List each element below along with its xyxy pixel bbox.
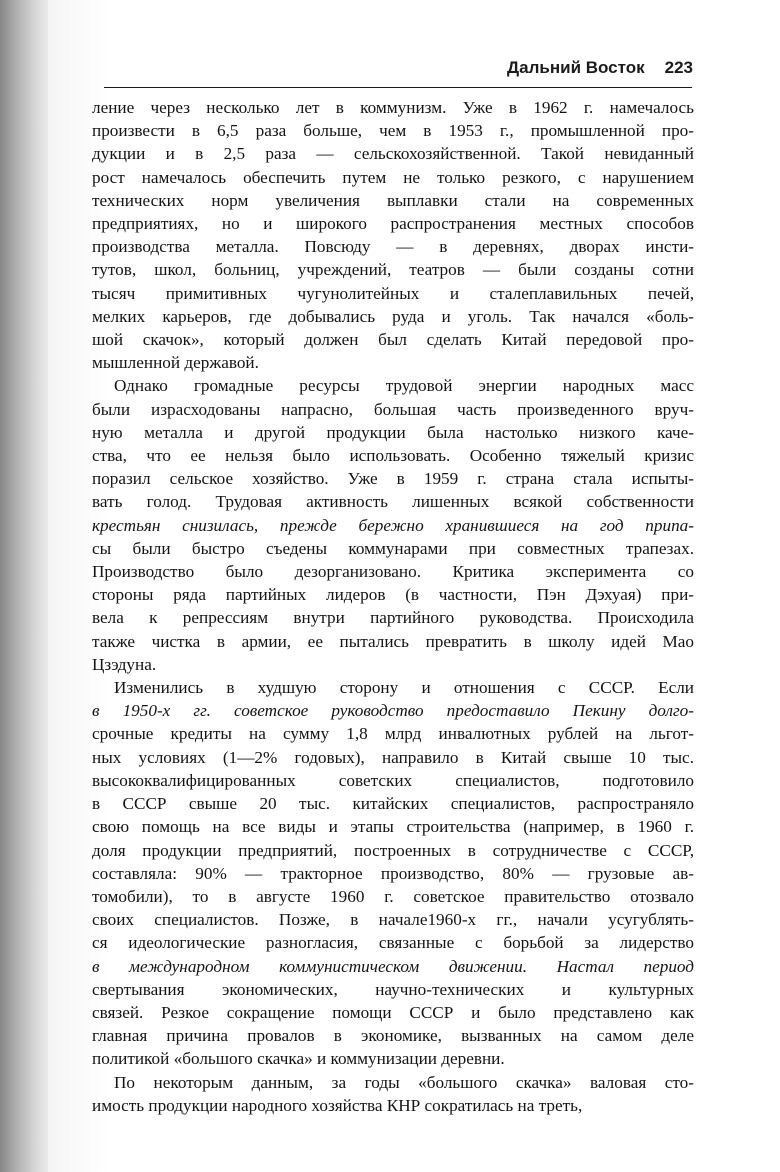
text-line: производства металла. Повсюду — в деревнях, дворах инсти- xyxy=(92,237,694,257)
running-head xyxy=(100,58,693,78)
italic-run: в международном коммунистическом движении. Настал период xyxy=(92,956,694,976)
text-line: ную металла и другой продукции была настолько низкого каче- xyxy=(92,422,694,442)
text-line: рост намечалось обеспечить путем не только резкого, с нарушением xyxy=(92,167,694,187)
text-line: своих специалистов. Позже, в начале1960-х гг., начали усугублять- xyxy=(92,910,694,930)
text-line: политикой «большого скачка» и коммунизации деревни. xyxy=(92,1049,505,1069)
chapter-title: Дальний Восток xyxy=(507,58,645,77)
text-line: технических норм увеличения выплавки стали на современных xyxy=(92,190,694,210)
text-line: связей. Резкое сокращение помощи СССР и было представлено как xyxy=(92,1002,694,1022)
text-line: ление через несколько лет в коммунизм. Уже в 1962 г. намечалось xyxy=(92,98,694,117)
text-line: в 1950-х гг. советское руководство предоставило Пекину долго- xyxy=(92,701,694,721)
text-line: поразил сельское хозяйство. Уже в 1959 г. страна стала испыты- xyxy=(92,469,694,489)
text-run: сы были быстро съедены коммунарами при совместных трапезах. xyxy=(92,538,694,558)
text-line: были израсходованы напрасно, большая часть произведенного вруч- xyxy=(92,399,694,419)
text-line: ных условиях (1—2% годовых), направило в Китай свыше 10 тыс. xyxy=(92,747,694,767)
text-line: мышленной державой. xyxy=(92,353,259,373)
text-line xyxy=(92,955,694,978)
text-line: Однако громадные ресурсы трудовой энергии народных масс xyxy=(114,376,694,396)
text-line: свертывания экономических, научно-технических и культурных xyxy=(92,979,694,999)
text-line xyxy=(92,537,694,560)
text-line: тутов, школ, больниц, учреждений, театров — были созданы сотни xyxy=(92,260,694,280)
text-line: свою помощь на все виды и этапы строительства (например, в 1960 г. xyxy=(92,817,694,837)
text-line: вать голод. Трудовая активность лишенных всякой собственности xyxy=(92,492,694,512)
text-line: Цзэдуна. xyxy=(92,654,157,674)
text-line: высококвалифицированных советских специалистов, подготовило xyxy=(92,770,694,790)
header-rule xyxy=(104,87,692,88)
text-line: ства, что ее нельзя было использовать. Особенно тяжелый кризис xyxy=(92,446,694,466)
body-text xyxy=(92,96,694,1117)
text-line: имость продукции народного хозяйства КНР сократилась на треть, xyxy=(92,1095,583,1115)
text-line: произвести в 6,5 раза больше, чем в 1953 г., промышленной про- xyxy=(92,121,694,141)
text-line: Производство было дезорганизовано. Критика эксперимента со xyxy=(92,562,694,582)
text-line: ся идеологические разногласия, связанные с борьбой за лидерство xyxy=(92,933,694,953)
text-line xyxy=(92,514,694,537)
text-line: предприятиях, но и широкого распространения местных способов xyxy=(92,214,694,234)
text-line: тысяч примитивных чугунолитейных и сталеплавильных печей, xyxy=(92,283,694,303)
text-line: мелких карьеров, где добывались руда и уголь. Так начался «боль- xyxy=(92,306,694,326)
text-line: шой скачок», который должен был сделать Китай передовой про- xyxy=(92,330,694,350)
paragraph-3 xyxy=(92,676,694,1070)
text-line: доля продукции предприятий, построенных в сотрудничестве с СССР, xyxy=(92,840,694,860)
text-line: вела к репрессиям внутри партийного руководства. Происходила xyxy=(92,608,694,628)
italic-run: крестьян снизилась, прежде бережно хранившиеся на год припа- xyxy=(92,515,694,535)
text-line: томобили), то в августе 1960 г. советское правительство отозвало xyxy=(92,886,694,906)
text-line: срочные кредиты на сумму 1,8 млрд инвалютных рублей на льгот- xyxy=(92,724,694,744)
paragraph-4 xyxy=(92,1071,694,1117)
text-line: составляла: 90% — тракторное производство, 80% — грузовые ав- xyxy=(92,863,694,883)
text-line: в СССР свыше 20 тыс. китайских специалистов, распространяло xyxy=(92,794,694,814)
text-line: стороны ряда партийных лидеров (в частности, Пэн Дэхуая) при- xyxy=(92,585,694,605)
text-line: дукции и в 2,5 раза — сельскохозяйственной. Такой невиданный xyxy=(92,144,694,164)
text-line: главная причина провалов в экономике, вызванных на самом деле xyxy=(92,1026,694,1046)
paragraph-2 xyxy=(92,374,694,676)
page-number: 223 xyxy=(664,58,693,77)
text-line: По некоторым данным, за годы «большого скачка» валовая сто- xyxy=(114,1072,694,1092)
text-line: Изменились в худшую сторону и отношения с СССР. Если xyxy=(114,678,694,698)
text-line: также чистка в армии, ее пытались превратить в школу идей Мао xyxy=(92,631,694,651)
paragraph-1 xyxy=(92,96,694,374)
